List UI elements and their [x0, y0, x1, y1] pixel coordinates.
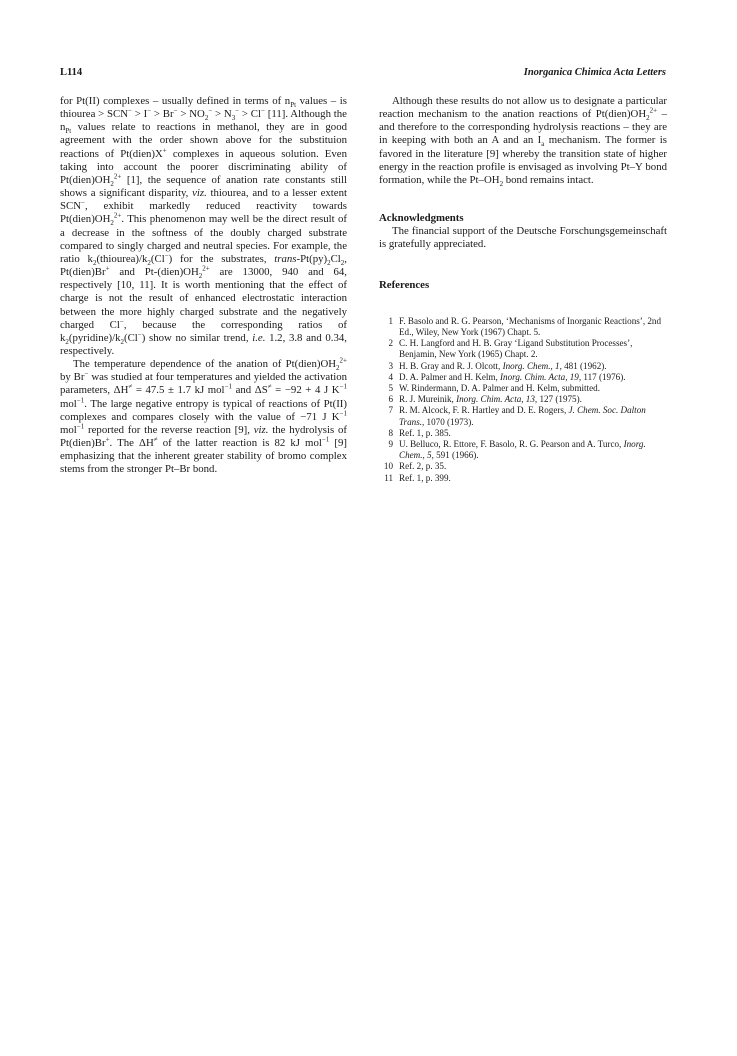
reference-text: U. Belluco, R. Ettore, F. Basolo, R. G. Pearson and A. Turco, Inorg. Chem., 5, 591 (1966). [399, 438, 646, 461]
reference-number: 10 [383, 461, 393, 472]
reference-item [379, 461, 667, 472]
reference-number: 6 [388, 394, 393, 405]
reference-number: 3 [388, 360, 393, 371]
acknowledgments-text: The financial support of the Deutsche Forschungsgemeinschaft is gratefully appreciated. [379, 225, 667, 251]
page-number: L114 [60, 67, 83, 78]
reference-text: C. H. Langford and H. B. Gray ‘Ligand Substitution Processes’, Benjamin, New York (1965) Chapt. 2. [399, 338, 633, 360]
reference-text: D. A. Palmer and H. Kelm, Inorg. Chim. Acta, 19, 117 (1976). [399, 371, 626, 382]
left-paragraph-2: The temperature dependence of the anation of $Pt(dien)OH_2^{2+}$ by Br− was studied at four temperatures and yielded the activation parameters, ΔH≠ = 47.5 ± 1.7 kJ mol$^{-1}$ and ΔS≠ = −92 + 4 J $K^{-1}$ mol$^{-1}$. The large negative entropy is typical of reactions of Pt(II) complexes and compares closely with the value of −71 J $K^{-1}$ mol$^{-1}$ reported for the reverse reaction [9], viz. the hydrolysis of Pt(dien)Br+. The ΔH≠ of the latter reaction is 82 kJ mol$^{-1}$ [9] emphasizing that the inherent greater stability of bromo complex stems from the stronger Pt–Br bond. [60, 356, 348, 476]
reference-number: 8 [388, 427, 393, 438]
reference-item [379, 383, 667, 394]
reference-item [379, 316, 667, 338]
reference-text: R. J. Mureinik, Inorg. Chim. Acta, 13, 127 (1975). [399, 394, 582, 405]
reference-text: R. M. Alcock, F. R. Hartley and D. E. Rogers, J. Chem. Soc. Dalton Trans., 1070 (1973). [399, 405, 646, 427]
reference-item [379, 394, 667, 405]
left-paragraph-1: for Pt(II) complexes – usually defined in terms of $n_{Pt}$ values – is thiourea > $SCN^- > I^- > Br^- > NO_2^- > N_3^- > Cl^-$ [11]. Although the $n_{Pt}$ values relate to reactions in methanol, they are in good agreement with the order shown above for the substituion reactions of Pt(dien)X+ complexes in aqueous solution. Even taking into account the poorer discriminating ability of $Pt(dien)OH_2^{2+}$ [1], the sequence of anation rate constants still shows a significant disparity, viz. thiourea, and to a lesser extent SCN−, exhibit markedly reduced reactivity towards $Pt(dien)OH_2^{2+}$. This phenomenon may well be the direct result of a decrease in the softness of the doubly charged substrate compared to singly charged and neutral species. For example, the ratio $k_2(thiourea)/k_2(Cl^-)$ for the substrates, trans-$Pt(py)_2Cl_2$, Pt(dien)Br+ and $Pt-(dien)OH_2^{2+}$ are 13000, 940 and 64, respectively [10, 11]. It is worth mentioning that the effect of charge is not the result of enhanced electrostatic interaction between the more highly charged substrate and the negatively charged Cl−, because the corresponding ratios of $k_2(pyridine)/k_2(Cl^-)$ show no similar trend, i.e. 1.2, 3.8 and 0.34, respectively. [60, 95, 348, 357]
reference-number: 2 [388, 338, 393, 349]
references-list [379, 316, 667, 484]
reference-number: 7 [388, 405, 393, 416]
journal-title: Inorganica Chimica Acta Letters [523, 67, 666, 78]
reference-text: Ref. 1, p. 399. [399, 472, 451, 483]
reference-text: W. Rindermann, D. A. Palmer and H. Kelm, submitted. [399, 382, 600, 393]
reference-number: 9 [388, 438, 393, 449]
reference-number: 4 [388, 371, 393, 382]
left-column [60, 95, 347, 477]
reference-text: F. Basolo and R. G. Pearson, ‘Mechanisms of Inorganic Reactions’, 2nd Ed., Wiley, New York (1967) Chapt. 5. [399, 315, 662, 337]
reference-item [379, 405, 667, 427]
reference-text: H. B. Gray and R. J. Olcott, Inorg. Chem., 1, 481 (1962). [399, 360, 607, 371]
reference-item [379, 361, 667, 372]
right-column [379, 95, 667, 484]
right-paragraph-1: Although these results do not allow us to designate a particular reaction mechanism to the anation reactions of $Pt(dien)OH_2^{2+}$ – and therefore to the corresponding hydrolysis reactions – they are in keeping with both an A and an $I_a$ mechanism. The former is favored in the literature [9] whereby the transition state of higher energy in the reaction profile is envisaged as involving Pt–Y bond formation, while the $Pt-OH_2$ bond remains intact. [379, 95, 667, 189]
reference-number: 5 [388, 382, 393, 393]
reference-item [379, 428, 667, 439]
reference-item [379, 372, 667, 383]
references-heading: References [379, 278, 430, 291]
reference-item [379, 338, 667, 360]
reference-number: 11 [384, 472, 393, 483]
reference-item [379, 473, 667, 484]
acknowledgments-heading: Acknowledgments [379, 212, 464, 225]
reference-item [379, 439, 667, 461]
reference-number: 1 [388, 315, 393, 326]
reference-text: Ref. 1, p. 385. [399, 427, 451, 438]
reference-text: Ref. 2, p. 35. [399, 461, 447, 472]
